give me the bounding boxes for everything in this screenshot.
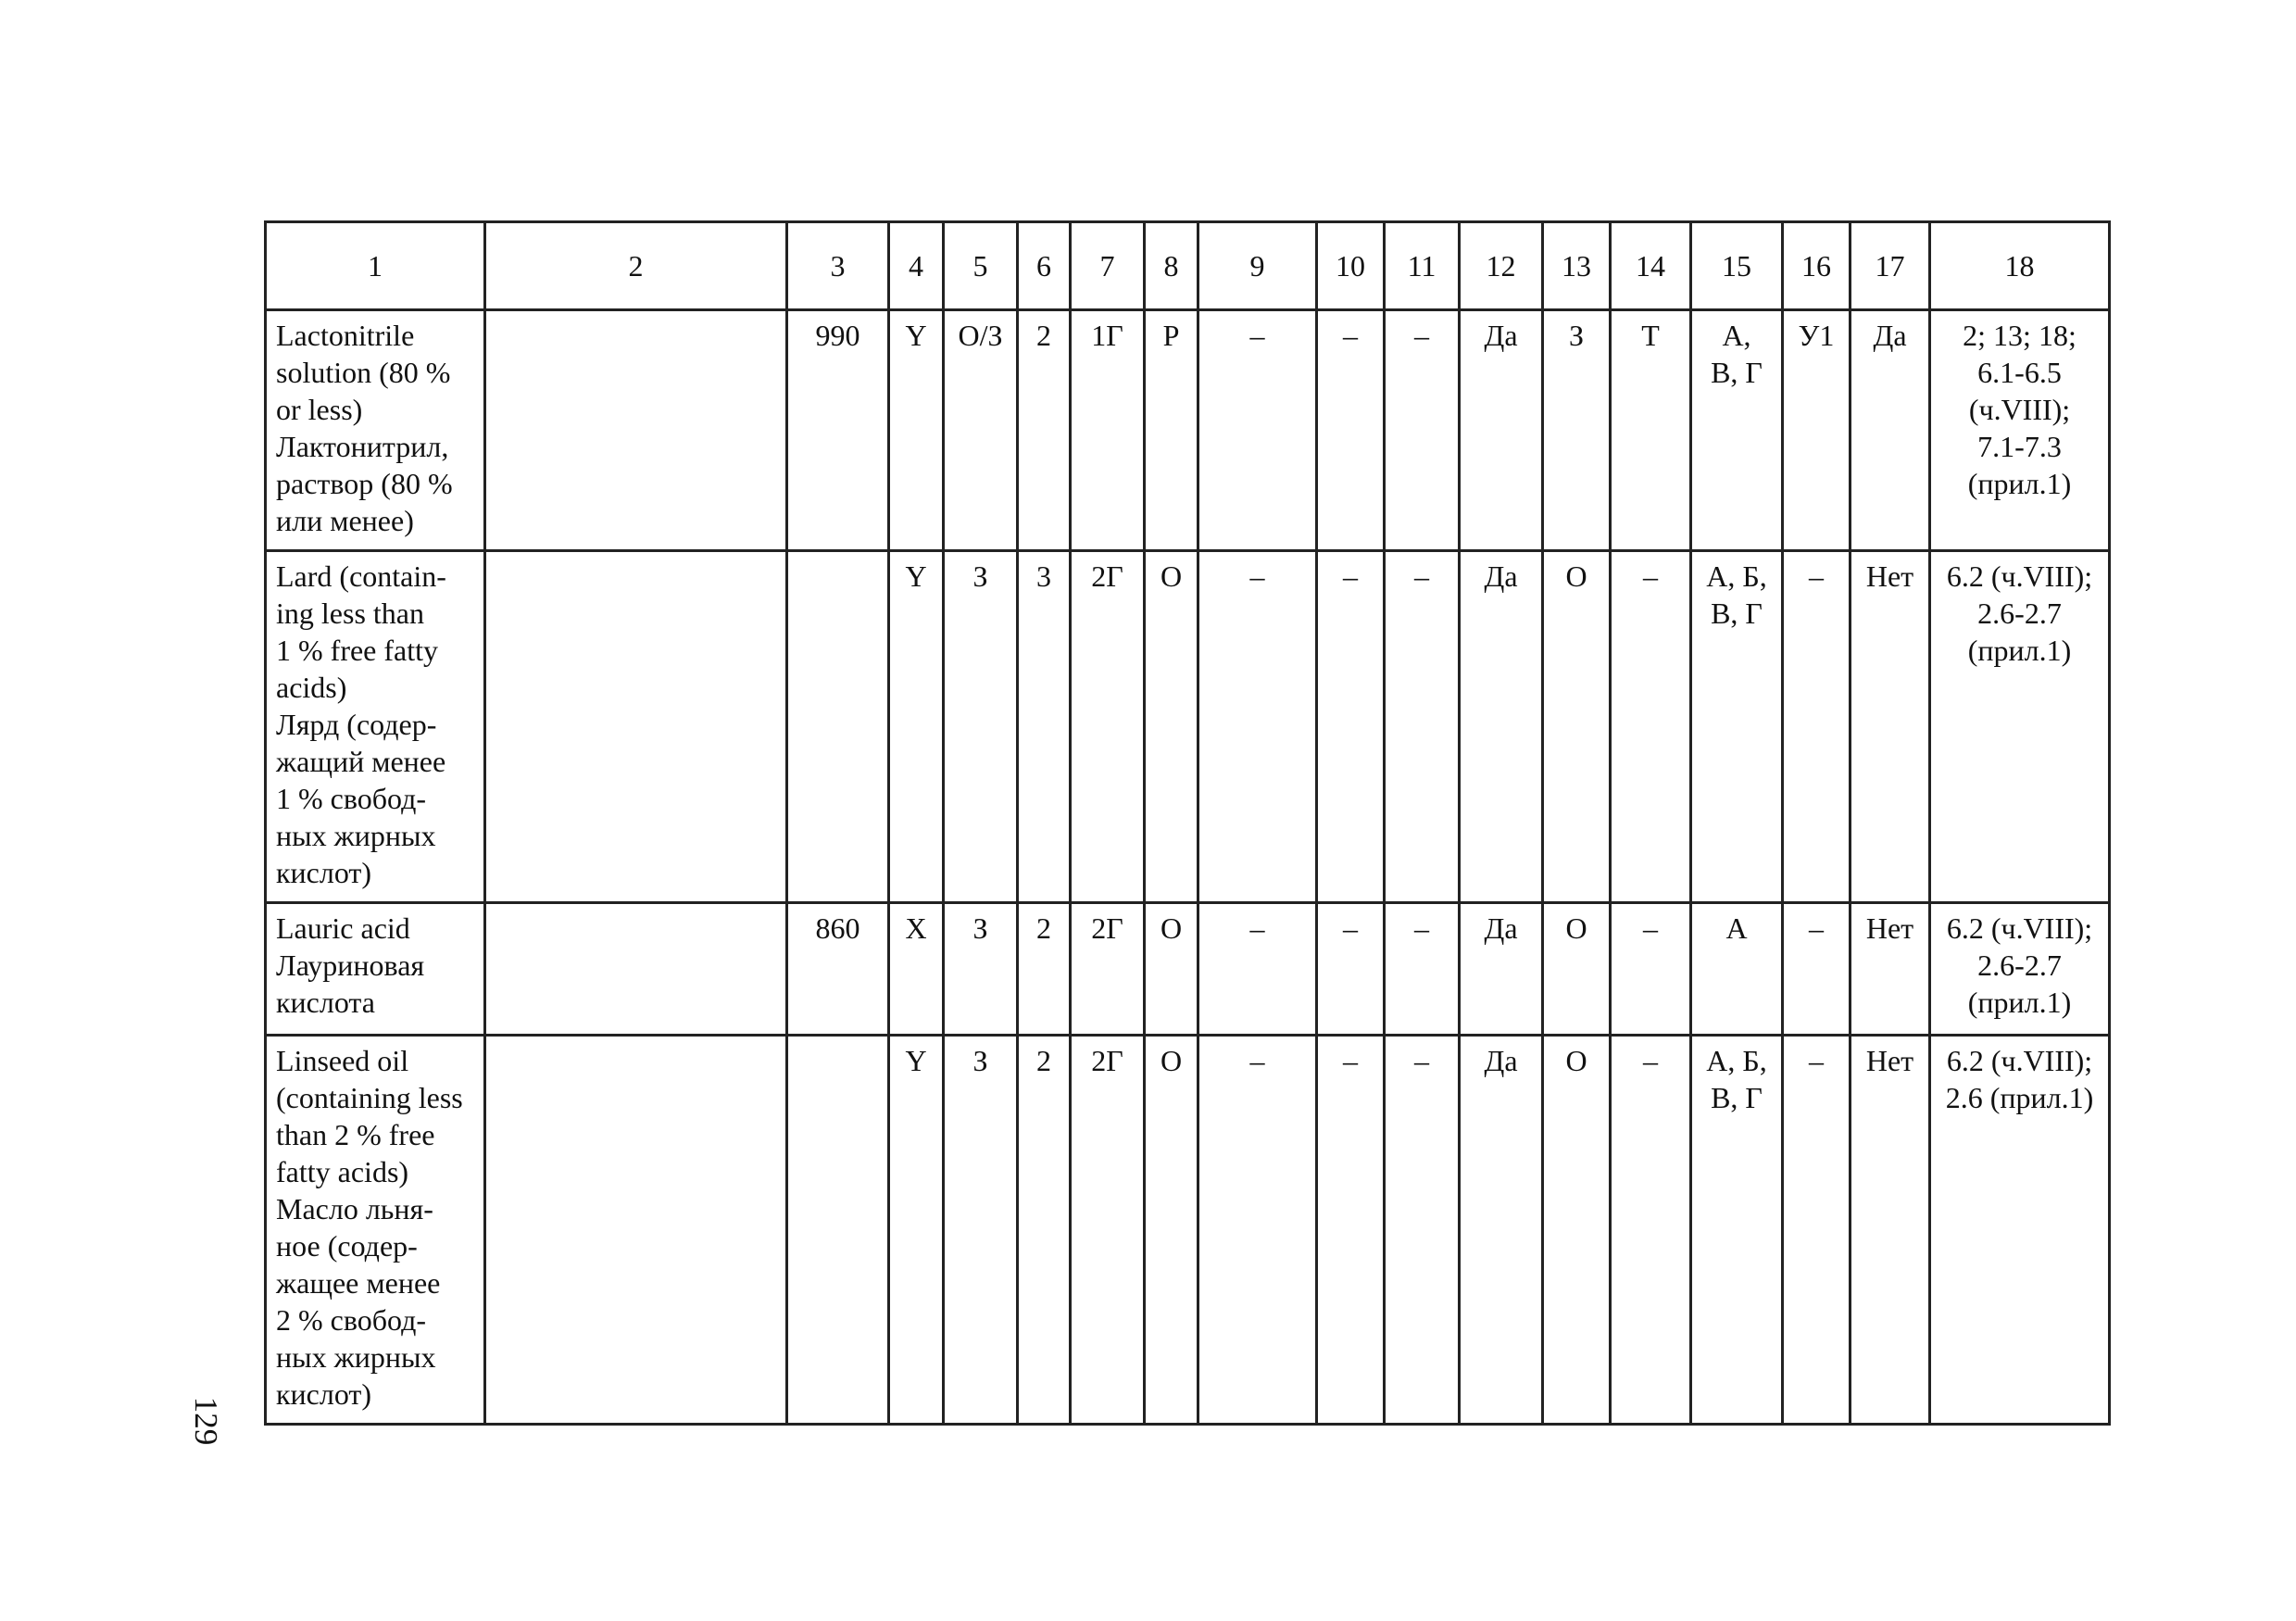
header-cell: 13: [1543, 222, 1611, 310]
table-cell: О: [1145, 903, 1198, 1036]
header-cell: 9: [1198, 222, 1317, 310]
table-cell: З: [1543, 310, 1611, 551]
header-cell: 16: [1783, 222, 1851, 310]
table-cell: О: [1145, 1036, 1198, 1425]
header-cell: 18: [1930, 222, 2110, 310]
table-cell: А, Б, В, Г: [1691, 1036, 1783, 1425]
table-cell: 2: [1018, 310, 1071, 551]
table-cell: А: [1691, 903, 1783, 1036]
table-cell: 1Г: [1071, 310, 1145, 551]
table-cell: [485, 551, 787, 903]
table-cell: 3: [1018, 551, 1071, 903]
table-cell: –: [1783, 1036, 1851, 1425]
product-name-cell: Lard (contain- ing less than 1 % free fatty acids) Лярд (содер- жащий менее 1 % свобод- ных жирных кислот): [266, 551, 485, 903]
table-cell: Нет: [1851, 903, 1930, 1036]
table-cell: 2Г: [1071, 1036, 1145, 1425]
table-cell: З: [944, 1036, 1018, 1425]
reference-cell: 6.2 (ч.VIII); 2.6 (прил.1): [1930, 1036, 2110, 1425]
header-cell: 5: [944, 222, 1018, 310]
table-cell: Да: [1460, 1036, 1543, 1425]
table-header-row: [266, 222, 2110, 310]
table-cell: А, В, Г: [1691, 310, 1783, 551]
table-cell: –: [1198, 903, 1317, 1036]
table-cell: Y: [889, 310, 944, 551]
table-cell: 990: [787, 310, 889, 551]
table-cell: 2Г: [1071, 551, 1145, 903]
table-cell: [485, 903, 787, 1036]
table-header: [266, 222, 2110, 310]
table-cell: Да: [1460, 903, 1543, 1036]
table-body: [266, 310, 2110, 1425]
header-cell: 15: [1691, 222, 1783, 310]
header-cell: 17: [1851, 222, 1930, 310]
table-cell: –: [1385, 903, 1460, 1036]
table-cell: –: [1611, 551, 1691, 903]
table-cell: [485, 1036, 787, 1425]
table-cell: –: [1385, 551, 1460, 903]
table-row: [266, 310, 2110, 551]
table-cell: 860: [787, 903, 889, 1036]
table-cell: –: [1317, 1036, 1385, 1425]
table-cell: Y: [889, 1036, 944, 1425]
product-name-cell: Lactonitrile solution (80 % or less) Лактонитрил, раствор (80 % или менее): [266, 310, 485, 551]
table-cell: Да: [1460, 551, 1543, 903]
table-row: [266, 903, 2110, 1036]
table-cell: Нет: [1851, 1036, 1930, 1425]
table-cell: –: [1198, 551, 1317, 903]
table-cell: –: [1317, 551, 1385, 903]
table-cell: [787, 1036, 889, 1425]
table-cell: О: [1543, 551, 1611, 903]
table-cell: Р: [1145, 310, 1198, 551]
cargo-data-table: [264, 220, 2111, 1426]
table-cell: X: [889, 903, 944, 1036]
table-cell: –: [1317, 903, 1385, 1036]
product-name-cell: Lauric acid Лауриновая кислота: [266, 903, 485, 1036]
reference-cell: 6.2 (ч.VIII); 2.6-2.7 (прил.1): [1930, 551, 2110, 903]
table-cell: –: [1611, 1036, 1691, 1425]
table-cell: 2: [1018, 1036, 1071, 1425]
table-cell: О: [1543, 903, 1611, 1036]
table-cell: Т: [1611, 310, 1691, 551]
table-cell: З: [944, 903, 1018, 1036]
header-cell: 4: [889, 222, 944, 310]
table-cell: –: [1783, 903, 1851, 1036]
product-name-cell: Linseed oil (containing less than 2 % free fatty acids) Масло льня- ное (содер- жащее менее 2 % свобод- ных жирных кислот): [266, 1036, 485, 1425]
table-cell: А, Б, В, Г: [1691, 551, 1783, 903]
table-row: [266, 551, 2110, 903]
header-cell: 3: [787, 222, 889, 310]
header-cell: 7: [1071, 222, 1145, 310]
header-cell: 8: [1145, 222, 1198, 310]
table-cell: О: [1543, 1036, 1611, 1425]
reference-cell: 6.2 (ч.VIII); 2.6-2.7 (прил.1): [1930, 903, 2110, 1036]
table-cell: –: [1198, 310, 1317, 551]
table-cell: 2Г: [1071, 903, 1145, 1036]
table-cell: –: [1317, 310, 1385, 551]
header-cell: 14: [1611, 222, 1691, 310]
table-cell: Да: [1851, 310, 1930, 551]
table-cell: О/З: [944, 310, 1018, 551]
table-cell: –: [1783, 551, 1851, 903]
header-cell: 12: [1460, 222, 1543, 310]
table-cell: –: [1385, 310, 1460, 551]
table-cell: О: [1145, 551, 1198, 903]
table-row: [266, 1036, 2110, 1425]
header-cell: 10: [1317, 222, 1385, 310]
table-cell: Нет: [1851, 551, 1930, 903]
page-number: 129: [188, 1396, 224, 1446]
header-cell: 11: [1385, 222, 1460, 310]
header-cell: 6: [1018, 222, 1071, 310]
header-cell: 1: [266, 222, 485, 310]
header-cell: 2: [485, 222, 787, 310]
table-cell: –: [1611, 903, 1691, 1036]
table-cell: [485, 310, 787, 551]
table-cell: Да: [1460, 310, 1543, 551]
table-cell: З: [944, 551, 1018, 903]
reference-cell: 2; 13; 18; 6.1-6.5 (ч.VIII); 7.1-7.3 (прил.1): [1930, 310, 2110, 551]
table-cell: 2: [1018, 903, 1071, 1036]
table-cell: У1: [1783, 310, 1851, 551]
table-cell: –: [1385, 1036, 1460, 1425]
table-cell: [787, 551, 889, 903]
table-cell: –: [1198, 1036, 1317, 1425]
table-cell: Y: [889, 551, 944, 903]
